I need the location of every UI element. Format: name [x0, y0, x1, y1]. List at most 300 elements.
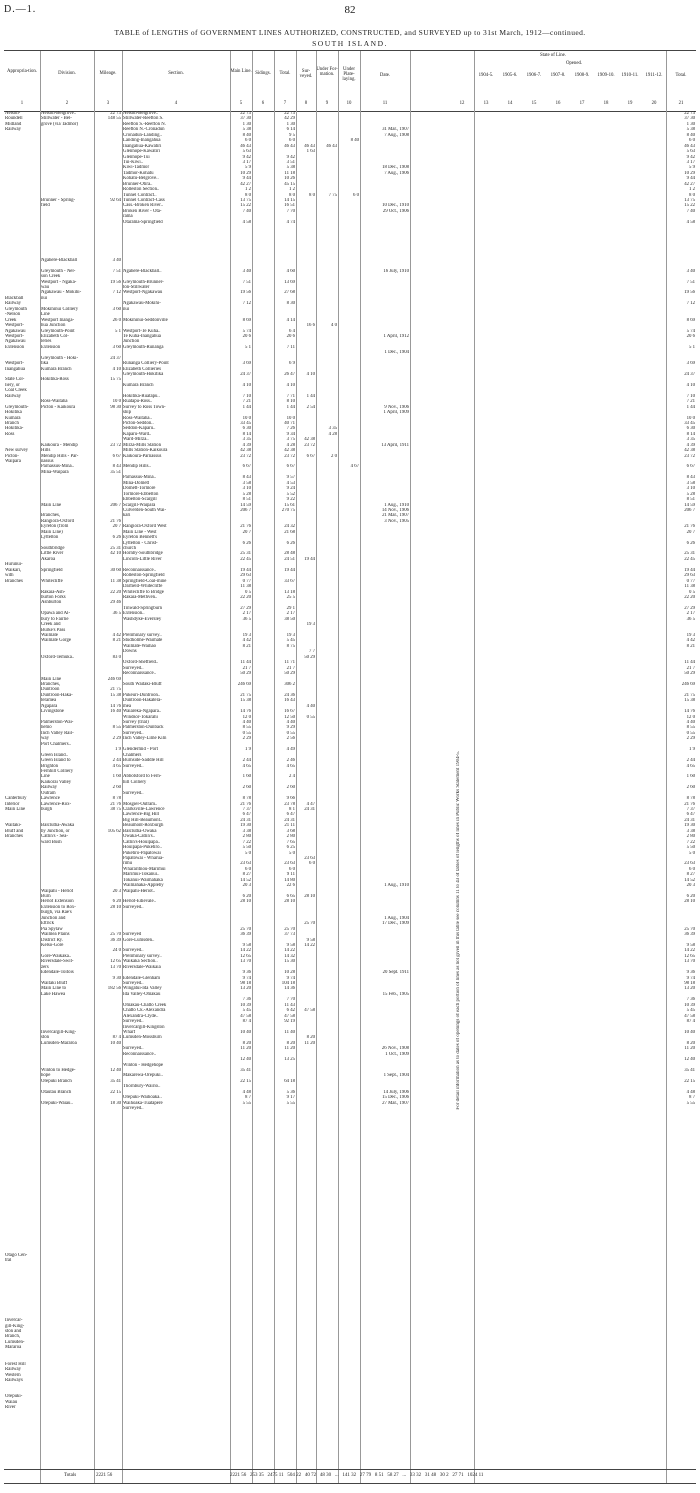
table-cell: Otarama-Springfield: [123, 219, 163, 225]
table-cell: 105 62: [107, 828, 121, 834]
table-cell: kari: [123, 513, 131, 519]
table-cell: 1 2: [689, 187, 695, 193]
table-cell: 13 69: [284, 279, 295, 285]
table-cell: Lyttelton - Christ-: [123, 540, 158, 546]
colnum-17: 17: [579, 101, 585, 106]
table-cell: 6 14: [286, 127, 295, 133]
table-cell: 11 38: [684, 584, 695, 590]
table-cell: Branches,: [41, 513, 61, 519]
table-cell: 5 63: [686, 149, 695, 155]
table-cell: 7 71: [286, 393, 295, 399]
table-cell: Surveyed..: [123, 981, 144, 986]
table-cell: Survey (trial): [123, 720, 149, 725]
table-cell: 35 41: [240, 1068, 251, 1073]
table-cell: 11 40: [284, 1029, 295, 1035]
table-cell: Owaka-Catlin's..: [123, 834, 156, 840]
table-cell: 27 29: [684, 605, 695, 611]
table-cell: 9 44: [686, 176, 695, 182]
header-year-1: 1904-5.: [478, 73, 494, 78]
table-cell: Puketiro-Papatowai: [123, 850, 161, 856]
table-cell: 9 58: [306, 937, 315, 943]
table-cell: 40 71: [284, 420, 295, 426]
table-cell: Duntroon: [41, 687, 60, 693]
table-cell: Scargill-Waipara: [123, 502, 156, 508]
colnum-21: 21: [678, 101, 684, 106]
table-cell: Nelson-Belgrove..: [123, 111, 159, 116]
table-cell: Brunner - Spring-: [41, 198, 76, 203]
table-cell: Duntroon-Hakatera-: [123, 698, 162, 704]
table-cell: 37 30: [240, 116, 251, 122]
table-cell: Orepuki-: [5, 1394, 23, 1400]
table-cell: 25 70: [684, 926, 695, 932]
table-cell: Tadmor-Kohatu: [123, 170, 154, 176]
table-cell: 6 67: [286, 464, 295, 470]
table-cell: 29 Oct., 1906: [382, 208, 409, 214]
table-cell: 6 67: [306, 453, 315, 459]
table-cell: 36 5: [686, 616, 695, 622]
table-cell: 9 5: [289, 132, 295, 138]
table-cell: 7 10: [686, 393, 695, 399]
table-cell: 8 51: [242, 497, 251, 503]
table-cell: 8 21: [112, 638, 121, 644]
table-cell: Winton - Hedgehope: [123, 1062, 164, 1068]
table-cell: 8 7: [689, 1095, 695, 1101]
table-cell: Clarksville-Lawrence: [123, 807, 165, 812]
table-cell: Midland: [5, 121, 22, 127]
table-cell: Reconnaissance..: [123, 1051, 157, 1057]
table-cell: 1 44: [286, 404, 295, 410]
table-cell: 21 76: [110, 518, 121, 524]
table-cell: 6 26: [242, 540, 251, 546]
table-cell: 24 0: [112, 948, 121, 954]
header-division: Division.: [58, 71, 76, 76]
table-cell: burton Forks: [41, 594, 66, 600]
table-cell: 1 60: [112, 774, 121, 780]
table-cell: 8 20: [686, 1040, 695, 1046]
table-cell: 10 29: [240, 170, 251, 176]
table-cell: 14 July, 1906: [383, 1089, 409, 1095]
table-cell: 1 30: [686, 121, 695, 127]
table-cell: 4 39: [242, 442, 251, 448]
table-cell: Bluff and: [5, 828, 24, 834]
table-cell: 42 27: [684, 181, 695, 187]
table-cell: Waimea Plains: [41, 932, 70, 938]
table-cell: Waipahi-Heriot..: [123, 888, 156, 894]
table-cell: Akaroa: [41, 556, 56, 562]
table-cell: 2 54: [306, 404, 315, 410]
table-cell: 15 38: [240, 698, 251, 704]
table-cell: Pia Spylaw: [41, 926, 63, 932]
table-cell: Waitaki Bluff: [41, 981, 68, 986]
table-cell: 12 65: [684, 953, 695, 959]
table-cell: 21 76: [240, 801, 251, 807]
table-cell: 25 70: [240, 926, 251, 932]
table-cell: 29 63: [240, 573, 251, 579]
table-cell: 50 29: [684, 671, 695, 677]
table-cell: Junction: [123, 339, 140, 345]
table-cell: Rolleston Section..: [123, 187, 160, 193]
table-cell: Surveyed..: [123, 948, 144, 954]
table-cell: 21 76: [684, 524, 695, 530]
table-cell: 98 30: [110, 404, 121, 410]
table-cell: 28 10: [304, 894, 315, 899]
table-cell: 4 53: [286, 480, 295, 486]
table-cell: Ross: [5, 431, 15, 437]
table-cell: 6 20: [112, 899, 121, 905]
table-cell: 21 11: [284, 823, 295, 829]
table-cell: 4 10: [242, 382, 251, 388]
table-cell: 8 14: [686, 431, 695, 437]
table-cell: Mararoa: [5, 1345, 22, 1351]
table-cell: Glenhope-Tui: [123, 154, 150, 160]
table-cell: 8 40: [686, 132, 695, 138]
table-cell: -Nelson: [5, 312, 21, 318]
table-cell: Greymouth-Hokitika: [123, 372, 164, 377]
table-cell: Duntroon-Haka-: [41, 692, 73, 698]
table-cell: Mirza-Mills Station: [123, 442, 161, 448]
table-cell: 22 73: [284, 111, 295, 116]
table-cell: Opawa and Al-: [41, 611, 71, 617]
table-cell: 0 55: [286, 730, 295, 736]
table-cell: 16 51: [284, 203, 295, 209]
table-cell: 35 51: [110, 469, 121, 475]
table-cell: 19 3: [242, 633, 251, 638]
table-cell: 21 Mar., 1907: [382, 513, 409, 519]
table-cell: 21 7: [242, 665, 251, 671]
table-cell: [339, 1313, 359, 1318]
table-cell: 11 20: [304, 1040, 315, 1046]
table-cell: Waimate-Waihao: [123, 643, 157, 649]
table-cell: 9 Nov., 1906: [384, 404, 409, 410]
table-cell: teramea: [41, 698, 57, 704]
table-cell: 10 0: [286, 415, 295, 421]
table-cell: 246 69: [107, 676, 121, 682]
table-cell: 5 28: [686, 491, 695, 497]
table-cell: Rakaia-Ash-: [41, 589, 66, 595]
table-cell: 14 Nov., 1906: [381, 507, 409, 513]
table-cell: 5 9: [689, 165, 695, 171]
table-cell: 64 18: [284, 1078, 295, 1084]
table-cell: Burn: [41, 894, 51, 899]
table-cell: 7 40: [686, 208, 695, 214]
table-cell: 1 30: [286, 121, 295, 127]
table-cell: Lawrence: [41, 796, 60, 802]
table-cell: 50 29: [304, 654, 315, 660]
table-cell: Canterbury: [5, 796, 27, 802]
table-cell: 12 50: [284, 714, 295, 720]
page-header: [0, 0, 700, 30]
table-cell: Fernhill Colliery: [41, 768, 74, 774]
column-rule: [252, 51, 253, 1483]
table-cell: 5 50: [686, 845, 695, 851]
table-cell: 16 67: [284, 709, 295, 715]
table-cell: 23 63: [684, 861, 695, 867]
table-cell: with: [5, 573, 14, 579]
table-cell: Railway: [5, 127, 21, 133]
table-cell: 20 7: [242, 529, 251, 535]
table-cell: Makarewa-Orepuki..: [123, 1073, 163, 1079]
table-cell: Southbridge: [41, 546, 65, 551]
table-cell: 45 15: [284, 181, 295, 187]
header-year-6: 1909-10.: [597, 73, 615, 78]
table-cell: 8 78: [686, 796, 695, 802]
table-cell: grove (via Tadmor): [41, 121, 79, 127]
table-cell: Outram: [41, 790, 56, 796]
table-cell: 0 55: [686, 730, 695, 736]
table-cell: 11 20: [684, 1046, 695, 1052]
table-cell: 27 29: [240, 605, 251, 611]
table-cell: 12 65: [240, 953, 251, 959]
table-cell: 2 17: [686, 611, 695, 617]
table-cell: 1 9: [245, 747, 251, 753]
table-cell: liery, or: [5, 382, 20, 388]
table-cell: 8 14: [242, 431, 251, 437]
table-cell: 14 52: [240, 877, 251, 883]
table-cell: 15 61: [284, 502, 295, 508]
table-cell: 8 21: [242, 643, 251, 649]
table-cell: 1 30: [242, 121, 251, 127]
table-cell: 14 15: [284, 198, 295, 203]
table-cell: 22 20: [684, 594, 695, 600]
table-cell: Chatto Ck.-Alexandra: [123, 1008, 166, 1014]
table-cell: 37 30: [684, 116, 695, 122]
table-cell: Darfield-Whitecliffe: [123, 584, 163, 590]
table-cell: 42 29: [284, 116, 295, 122]
table-cell: 83 0: [112, 654, 121, 660]
table-cell: 10 0: [112, 399, 121, 405]
table-cell: 4 48: [686, 1089, 695, 1095]
table-cell: 4 60: [286, 268, 295, 274]
table-cell: 4 42: [112, 633, 121, 638]
table-cell: Gore-Lumsden..: [123, 937, 155, 943]
table-cell: 5 55: [242, 1100, 251, 1106]
table-cell: 3 10: [242, 486, 251, 492]
table-cell: 0 5: [245, 589, 251, 595]
table-cell: 13 25: [284, 1057, 295, 1063]
table-cell: 8 0: [309, 192, 315, 198]
table-header: [4, 51, 696, 112]
table-cell: Oxford-Temuka..: [41, 654, 75, 660]
table-cell: 33 45: [684, 420, 695, 426]
table-cell: 12 65: [110, 959, 121, 965]
table-cell: 3 35: [242, 437, 251, 443]
table-cell: Tui-Kiwi..: [123, 159, 144, 165]
table-cell: 20 6: [286, 333, 295, 339]
table-cell: 31 Mar., 1907: [382, 127, 409, 133]
table-cell: 5 38: [242, 127, 251, 133]
table-cell: 38 50: [284, 616, 295, 622]
table-cell: Ngakawau - Mokihi-: [41, 290, 82, 296]
table-cell: 98 18: [684, 981, 695, 986]
table-cell: 28 10: [110, 904, 121, 910]
table-cell: Whararitnou-Marimui: [123, 866, 166, 872]
header-appropriation: Appropria-tion.: [7, 69, 37, 74]
table-cell: Main Line): [41, 529, 63, 535]
table-cell: 9 22: [286, 497, 295, 503]
table-cell: Waitaki-: [5, 823, 22, 829]
table-cell: Hurunui-: [5, 562, 23, 568]
header-year-7: 1910-11.: [621, 73, 639, 78]
table-cell: Kohatu-Belgrove..: [123, 176, 159, 182]
table-cell: Greymouth-Point: [41, 328, 75, 334]
table-cell: Domett-Tormore: [123, 486, 156, 492]
table-cell: 7 37: [686, 807, 695, 812]
table-cell: 23 72: [304, 442, 315, 448]
table-cell: 25 31: [684, 551, 695, 557]
table-cell: 14 36: [284, 986, 295, 992]
column-appropriation: [5, 111, 40, 1411]
table-cell: 6 0: [289, 138, 295, 144]
table-cell: way: [41, 736, 49, 742]
table-cell: Main Line: [41, 502, 62, 508]
table-cell: Picton-Seddon..: [123, 420, 154, 426]
table-cell: Picton-: [5, 453, 19, 459]
table-cell: 5 36: [286, 1089, 295, 1095]
table-cell: son Creek: [41, 274, 61, 280]
table-cell: Tormore-Ebbelton: [123, 491, 159, 497]
table-cell: 29 46: [110, 600, 121, 606]
table-cell: Lumsden-: [5, 1339, 25, 1345]
table-cell: 6 30: [686, 426, 695, 432]
table-cell: Studholme-Waimate: [123, 638, 163, 644]
table-cell: tral: [5, 1258, 12, 1264]
table-cell: Survey to Ross Town-: [123, 404, 166, 410]
table-cell: 6 65: [286, 894, 295, 899]
table-cell: Wingatui-Ida Valley: [123, 986, 162, 992]
table-cell: Edendale-Glenham: [123, 975, 161, 981]
table-cell: Surveyed..: [123, 790, 144, 796]
table-cell: by Junction, or: [41, 828, 70, 834]
table-cell: 4 58: [686, 219, 695, 225]
table-cell: Tunnel Contract..: [123, 192, 157, 198]
table-cell: 1 44: [242, 404, 251, 410]
header-surveyed: Sur-veyed.: [299, 69, 313, 79]
table-cell: Windsor-Tokarahi: [123, 714, 158, 720]
table-cell: 6 26: [112, 535, 121, 541]
table-cell: 14 76: [684, 709, 695, 715]
table-cell: Omakau-Chatto Creek: [123, 1002, 167, 1008]
table-cell: ward Bush: [41, 839, 62, 845]
table-cell: 15 38: [110, 692, 121, 698]
table-cell: Rakaia-Methven..: [123, 594, 158, 600]
table-cell: Brunner-Otira..: [123, 181, 153, 187]
table-cell: 2 80: [242, 834, 251, 840]
table-cell: 3 17: [242, 159, 251, 165]
table-cell: 9 66: [286, 796, 295, 802]
table-cell: 1 60: [242, 774, 251, 780]
table-cell: Greymouth: [5, 306, 27, 312]
table-cell: 24 31: [240, 817, 251, 823]
table-cell: 25 70: [110, 932, 121, 938]
table-cell: 7 7: [309, 649, 315, 655]
table-cell: Pukeuri-Duntroon..: [123, 692, 161, 698]
table-cell: 23 72: [240, 453, 251, 459]
table-cell: 8 78: [112, 796, 121, 802]
table-cell: 1 60: [686, 774, 695, 780]
table-cell: Edendale-Toitois: [41, 970, 74, 976]
table-cell: 14 22: [304, 942, 315, 948]
table-cell: 5 38: [286, 165, 295, 171]
table-cell: 9 42: [286, 154, 295, 160]
table-title: TABLE of LENGTHS of GOVERNMENT LINES AUTHORIZED, CONSTRUCTED, and SURVEYED up to 31st March, 1912—continued.: [114, 28, 586, 37]
table-cell: hill Colliery: [123, 779, 147, 785]
table-cell: Winton to Hedge-: [41, 1068, 76, 1073]
table-cell: 6 47: [286, 812, 295, 818]
table-cell: 5 45: [286, 638, 295, 644]
table-cell: 2 17: [242, 611, 251, 617]
table-cell: 15 75: [110, 377, 121, 383]
table-cell: 1 44: [306, 393, 315, 399]
table-cell: 8 75: [286, 643, 295, 649]
header-year-4: 1907-8.: [550, 73, 566, 78]
column-year-total: [667, 111, 695, 1106]
table-cell: 4 74: [286, 219, 295, 225]
table-cell: Railways: [5, 1377, 23, 1383]
table-cell: Ngakawau: [5, 339, 26, 345]
table-cell: 22 20: [110, 589, 121, 595]
table-cell: 12 40: [240, 1057, 251, 1063]
table-cell: 19 56: [684, 290, 695, 296]
table-cell: hua Junction: [41, 323, 66, 329]
table-cell: Waikari,: [5, 567, 22, 573]
table-cell: 12 40: [684, 1057, 695, 1063]
table-cell: Greymouth-Runanga: [123, 344, 164, 350]
table-cell: 14 22: [240, 948, 251, 954]
table-cell: Otautau Branch: [41, 1089, 72, 1095]
table-cell: Marimui-Tokanui..: [123, 872, 160, 878]
table-cell: 11 44: [684, 660, 695, 666]
colnum-13: 13: [483, 101, 489, 106]
table-cell: 1 2: [245, 187, 251, 193]
colnum-14: 14: [507, 101, 513, 106]
column-rule: [474, 51, 475, 1483]
table-cell: 1 Dec., 1904: [384, 350, 409, 356]
table-cell: 3 40: [242, 268, 251, 274]
table-cell: 19 44: [240, 567, 251, 573]
table-cell: Surveyed..: [123, 1019, 144, 1025]
table-cell: Kaikoura - Mendip: [41, 442, 78, 448]
table-cell: 19 3: [286, 633, 295, 638]
table-cell: 7 40: [242, 208, 251, 214]
table-cell: 14 22: [684, 948, 695, 954]
table-cell: Ngakawau: [5, 328, 26, 334]
column-mileage: [95, 111, 121, 1106]
table-cell: 6 4: [289, 328, 295, 334]
table-cell: 206 7: [240, 507, 251, 513]
table-cell: 19 44: [284, 567, 295, 573]
table-cell: 2 44: [686, 758, 695, 764]
table-cell: 10 0: [686, 415, 695, 421]
table-cell: 6 20: [242, 894, 251, 899]
table-cell: 18 Dec., 1908: [382, 165, 409, 171]
table-cell: 4 47: [306, 801, 315, 807]
table-cell: Waimate Gorge: [41, 638, 72, 644]
table-cell: 7 65: [286, 839, 295, 845]
table-cell: 7 22: [686, 839, 695, 845]
table-cell: 22 20: [240, 594, 251, 600]
table-cell: 27 Mar., 1907: [382, 1100, 409, 1106]
table-cell: 21 76: [684, 801, 695, 807]
table-cell: 4 39: [686, 442, 695, 448]
table-cell: 4 28: [328, 431, 337, 437]
table-cell: 7 12: [242, 301, 251, 307]
table-cell: 6 47: [686, 812, 695, 818]
table-cell: 15 Dec., 1906: [382, 1095, 409, 1101]
table-cell: Ashburton: [41, 600, 62, 606]
table-cell: Westport - Ngaka-: [41, 279, 77, 285]
table-cell: 4 40: [286, 720, 295, 725]
table-cell: 21 76: [240, 524, 251, 530]
